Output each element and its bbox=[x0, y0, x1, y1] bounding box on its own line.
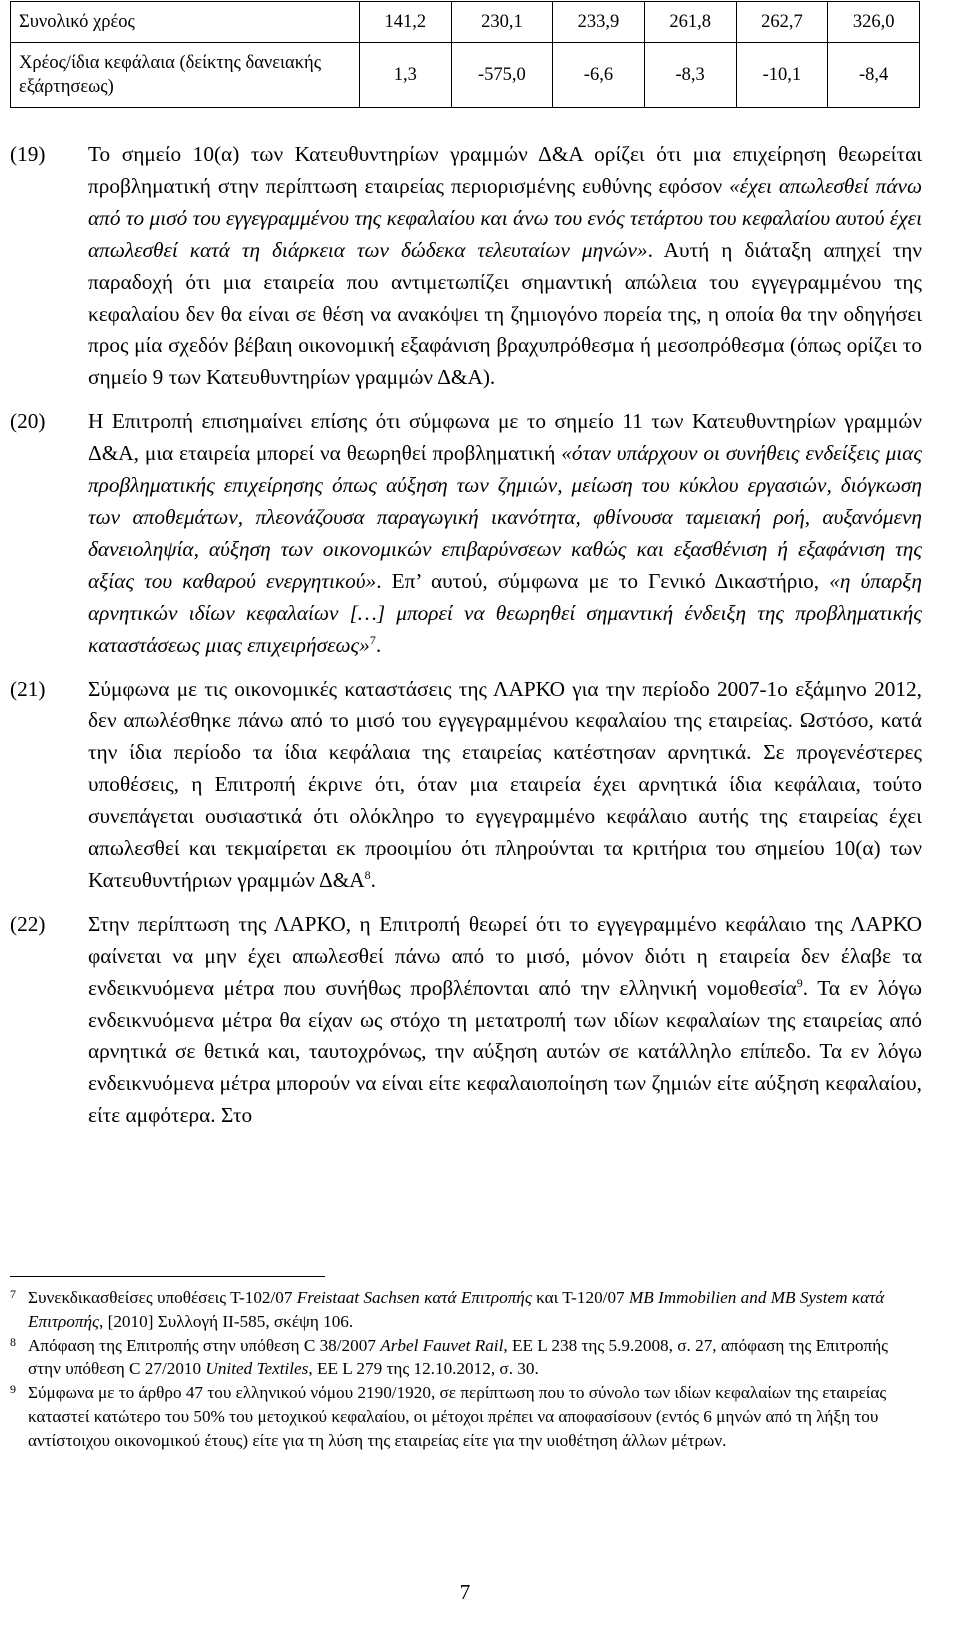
text-run: . Τα εν λόγω ενδεικνυόμενα μέτρα θα είχαν ως στόχο τη μετατροπή των ιδίων κεφαλαίων της εταιρείας από αρνητικά σε θετικά και, ταυτοχρόνως, την αύξηση αυτών σε κατάλληλο επίπεδο. Τα εν λόγω ενδεικνυόμενα μέτρα μπορούν να είναι είτε κεφαλαιοποίηση των ζημιών είτε αύξηση κεφαλαίου, είτε αμφότερα. Στο bbox=[88, 975, 923, 1128]
table-cell: -575,0 bbox=[451, 43, 552, 108]
italic-text: «η ύπαρξη αρνητικών ιδίων κεφαλαίων […] μπορεί να θεωρηθεί σημαντική ένδειξη της προβληματικής καταστάσεως μιας επιχειρήσεως» bbox=[88, 568, 922, 657]
text-run: . Επ’ αυτού, σύμφωνα με το Γενικό Δικαστήριο, bbox=[376, 568, 830, 593]
italic-text: United Textiles bbox=[205, 1359, 309, 1379]
paragraph bbox=[10, 674, 922, 897]
footnotes bbox=[10, 1286, 922, 1453]
table-cell: 230,1 bbox=[451, 2, 552, 43]
table-cell: 326,0 bbox=[828, 2, 920, 43]
footnote-text bbox=[28, 1383, 886, 1450]
footnote bbox=[10, 1286, 922, 1334]
text-run: . bbox=[370, 867, 376, 892]
paragraph-text bbox=[88, 139, 922, 394]
financial-table bbox=[10, 1, 920, 108]
numbered-paragraphs bbox=[10, 139, 922, 1144]
table-cell: -10,1 bbox=[736, 43, 828, 108]
paragraph bbox=[10, 139, 922, 394]
paragraph-number: (21) bbox=[10, 676, 46, 701]
footnote bbox=[10, 1334, 922, 1382]
text-run: Στην περίπτωση της ΛΑΡΚΟ, η Επιτροπή θεωρεί ότι το εγγεγραμμένο κεφάλαιο της ΛΑΡΚΟ φαίνεται να μην έχει απωλεσθεί πάνω από το μισό, μόνον διότι η εταιρεία δεν έλαβε τα ενδεικνυόμενα μέτρα που συνήθως προβλέπονται από την ελληνική νομοθεσία bbox=[88, 911, 922, 1000]
row-label: Συνολικό χρέος bbox=[11, 2, 360, 43]
text-run: Απόφαση της Επιτροπής στην υπόθεση C 38/2007 bbox=[28, 1335, 381, 1355]
table-row-debt-equity bbox=[11, 43, 920, 108]
italic-text: Arbel Fauvet Rail bbox=[380, 1335, 504, 1355]
table-row-total-debt bbox=[11, 2, 920, 43]
footnote-text bbox=[28, 1288, 884, 1331]
text-run: Σύμφωνα με τις οικονομικές καταστάσεις της ΛΑΡΚΟ για την περίοδο 2007-1ο εξάμηνο 2012, δεν απωλέσθηκε πάνω από το μισό του εγγεγραμμένου κεφαλαίου της εταιρείας. Ωστόσο, κατά την ίδια περίοδο τα ίδια κεφάλαια της εταιρείας κατέστησαν αρνητικά. Σε προγενέστερες υποθέσεις, η Επιτροπή έκρινε ότι, όταν μια εταιρεία έχει αρνητικά ίδια κεφάλαια, τούτο συνεπάγεται ουσιαστικά ότι ολόκληρο το εγγεγραμμένο κεφάλαιο αυτής της εταιρείας έχει απωλεσθεί και τεκμαίρεται εκ προοιμίου ότι πληρούνται τα κριτήρια του σημείου 10(α) των Κατευθυντήριων γραμμών Δ&Α bbox=[88, 676, 922, 892]
paragraph-number: (19) bbox=[10, 142, 46, 166]
paragraph bbox=[10, 909, 922, 1132]
text-run: Το σημείο 10(α) των Κατευθυντηρίων γραμμών Δ&Α ορίζει ότι μια επιχείρηση θεωρείται προβληματική στην περίπτωση εταιρείας περιορισμένης ευθύνης εφόσον bbox=[88, 142, 922, 198]
text-run: . bbox=[375, 632, 382, 657]
footnote-ref: 8 bbox=[364, 867, 371, 882]
footnote bbox=[10, 1381, 922, 1452]
table-cell: -8,4 bbox=[828, 43, 920, 108]
text-run: . Αυτή η διάταξη απηχεί την παραδοχή ότι μια εταιρεία που αντιμετωπίζει σημαντική απώλεια του εγγεγραμμένου της κεφαλαίου δεν θα είναι σε θέση να ανακόψει τη ζημιογόνο πορεία της, η οποία θα την οδηγήσει προς μία σχεδόν βέβαιη οικονομική εξαφάνιση βραχυπρόθεσμα ή μεσοπρόθεσμα (όπως ορίζει το σημείο 9 των Κατευθυντηρίων γραμμών Δ&Α). bbox=[88, 237, 922, 390]
paragraph-number: (20) bbox=[10, 409, 46, 434]
paragraph-text bbox=[88, 674, 922, 897]
italic-text: «έχει απωλεσθεί πάνω από το μισό του εγγεγραμμένου της κεφαλαίου και άνω του ενός τετάρτου του κεφαλαίου αυτού έχει απωλεσθεί κατά τη διάρκεια των δώδεκα τελευταίων μηνών» bbox=[88, 173, 922, 262]
text-run: Σύμφωνα με το άρθρο 47 του ελληνικού νόμου 2190/1920, σε περίπτωση που το σύνολο των ιδίων κεφαλαίων της εταιρείας καταστεί κατώτερο του 50% του μετοχικού κεφαλαίου, οι μέτοχοι πρέπει να αποφασίσουν (εντός 6 μηνών από τη λήξη του αντίστοιχου οικονομικού έτους) είτε για τη λύση της εταιρείας είτε για την υιοθέτηση άλλων μέτρων. bbox=[28, 1383, 887, 1450]
table-cell: 141,2 bbox=[360, 2, 452, 43]
text-run: , ΕΕ L 279 της 12.10.2012, σ. 30. bbox=[308, 1359, 539, 1379]
table-cell: 261,8 bbox=[644, 2, 736, 43]
text-run: Συνεκδικασθείσες υποθέσεις Τ-102/07 bbox=[28, 1288, 297, 1307]
paragraph-number: (22) bbox=[10, 911, 46, 936]
footnote-ref: 9 bbox=[796, 975, 803, 990]
paragraph-text bbox=[88, 406, 922, 661]
table-cell: -8,3 bbox=[644, 43, 736, 108]
row-label: Χρέος/ίδια κεφάλαια (δείκτης δανειακής εξάρτησεως) bbox=[11, 43, 360, 108]
paragraph-text bbox=[88, 909, 922, 1132]
text-run: και Τ-120/07 bbox=[531, 1288, 629, 1307]
table-cell: 1,3 bbox=[360, 43, 452, 108]
text-run: , ΕΕ L 238 της 5.9.2008, σ. 27, απόφαση της Επιτροπής στην υπόθεση C 27/2010 bbox=[28, 1335, 888, 1379]
italic-text: MB Immobilien and MB System κατά Επιτροπής bbox=[28, 1288, 885, 1331]
footnote-divider bbox=[10, 1276, 325, 1277]
table-cell: 262,7 bbox=[736, 2, 828, 43]
text-run: , [2010] Συλλογή II-585, σκέψη 106. bbox=[99, 1311, 354, 1331]
footnote-number: 8 bbox=[10, 1334, 16, 1349]
footnote-number: 9 bbox=[10, 1382, 16, 1397]
table-cell: 233,9 bbox=[553, 2, 645, 43]
footnote-text bbox=[28, 1336, 888, 1379]
text-run: Η Επιτροπή επισημαίνει επίσης ότι σύμφωνα με το σημείο 11 των Κατευθυντηρίων γραμμών Δ&Α, μια εταιρεία μπορεί να θεωρηθεί προβληματική bbox=[88, 409, 922, 466]
table-cell: -6,6 bbox=[553, 43, 645, 108]
italic-text: «όταν υπάρχουν οι συνήθεις ενδείξεις μιας προβληματικής επιχείρησης όπως αύξηση των ζημιών, μείωση του κύκλου εργασιών, διόγκωση των αποθεμάτων, πλεονάζουσα παραγωγική ικανότητα, φθίνουσα ταμειακή ροή, αυξανόμενη δανειοληψία, αύξηση των οικονομικών επιβαρύνσεων καθώς και εξασθένιση ή εξαφάνιση της αξίας του καθαρού ενεργητικού» bbox=[88, 441, 922, 593]
footnote-number: 7 bbox=[10, 1287, 16, 1301]
paragraph bbox=[10, 406, 922, 661]
page-number: 7 bbox=[459, 1580, 471, 1604]
italic-text: Freistaat Sachsen κατά Επιτροπής bbox=[296, 1288, 532, 1307]
footnote-ref: 7 bbox=[369, 632, 376, 647]
